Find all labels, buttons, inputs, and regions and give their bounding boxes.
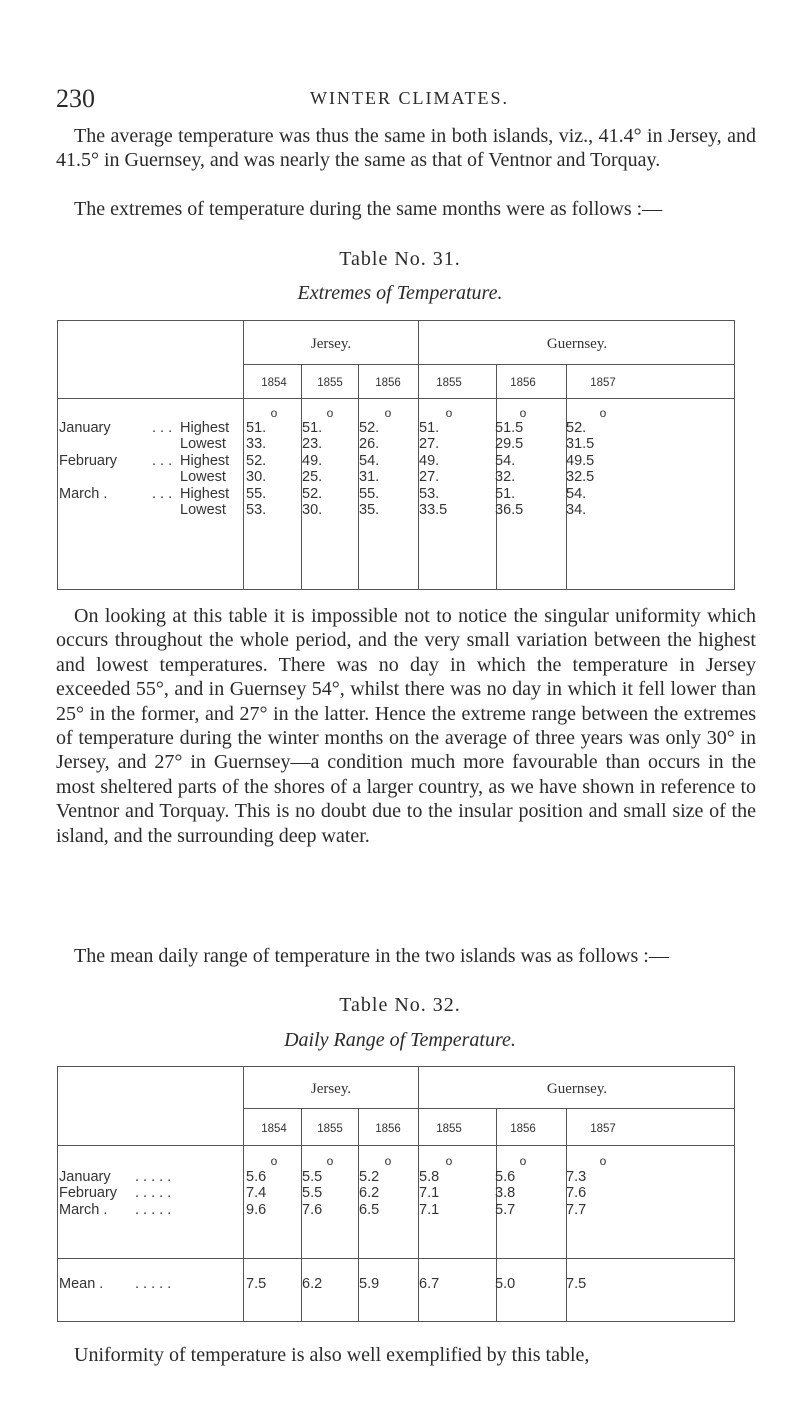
- table-32-cell: 5.5: [302, 1169, 323, 1185]
- table-31-label-column-rule: [243, 320, 244, 590]
- table-32-cell: 5.5: [302, 1185, 323, 1201]
- table-31-year-header: 1856: [510, 377, 536, 389]
- table-32-cell: 7.6: [566, 1185, 587, 1201]
- table-32-degree-mark: o: [384, 1154, 392, 1168]
- table-32-year-header: 1855: [317, 1123, 343, 1135]
- paragraph-daily-range-intro: The mean daily range of temperature in the two islands was as follows :—: [74, 945, 669, 967]
- table-32-cell: 5.8: [419, 1169, 440, 1185]
- table-31-leader-dots: . . .: [152, 486, 173, 502]
- table-31-year-header: 1855: [436, 377, 462, 389]
- table-31-cell: 54.: [495, 453, 516, 469]
- table-31-year-header: 1854: [261, 377, 287, 389]
- table-32-cell: 7.4: [246, 1185, 267, 1201]
- table-31-extreme-type: Lowest: [180, 436, 226, 452]
- table-32-mean-cell: 7.5: [246, 1276, 267, 1292]
- table-31-cell: 54.: [566, 486, 587, 502]
- table-31-year-header: 1857: [590, 377, 616, 389]
- table-31-group-jersey: Jersey.: [310, 336, 352, 352]
- table-31-cell: 55.: [246, 486, 267, 502]
- table-31-cell: 49.: [419, 453, 440, 469]
- table-32-header-rule: [57, 1145, 735, 1146]
- table-31-month-label: February: [59, 453, 118, 469]
- table-31-cell: 32.5: [566, 469, 595, 485]
- page-header: [56, 84, 756, 114]
- table-31-cell: 36.5: [495, 502, 524, 518]
- table-31-degree-mark: o: [384, 406, 392, 420]
- table-32-mean-cell: 5.0: [495, 1276, 516, 1292]
- table-31-cell: 23.: [302, 436, 323, 452]
- table-31-cell: 54.: [359, 453, 380, 469]
- table-32-cell: 5.2: [359, 1169, 380, 1185]
- table-31-cell: 53.: [419, 486, 440, 502]
- table-31-cell: 55.: [359, 486, 380, 502]
- paragraph-uniformity-discussion: On looking at this table it is impossible not to notice the singular uniformity which occurs throughout the whole period, and the very small variation between the highest and lowest temperatures. There was no day in which the temperature in Jersey exceeded 55°, and in Guernsey 54°, whilst there was no day in which it fell lower than 25° in the former, and 27° in the latter. Hence the extreme range between the extremes of temperature during the winter months on the average of three years was only 30° in Jersey, and 27° in Guernsey—a condition much more favourable than occurs in the most sheltered parts of the shores of a larger country, as we have shown in reference to Ventnor and Torquay. This is no doubt due to the insular position and small size of the island, and the surrounding deep water.: [56, 605, 756, 847]
- table-31-cell: 52.: [302, 486, 323, 502]
- table-31-group-guernsey: Guernsey.: [546, 336, 608, 352]
- table-32-year-header: 1854: [261, 1123, 287, 1135]
- table-32-cell: 5.6: [246, 1169, 267, 1185]
- table-31-cell: 34.: [566, 502, 587, 518]
- table-31-cell: 27.: [419, 436, 440, 452]
- table-31-degree-mark: o: [445, 406, 453, 420]
- table-32-cell: 7.6: [302, 1202, 323, 1218]
- table-32-daily-range: [57, 1066, 735, 1322]
- table-31-extreme-type: Highest: [180, 486, 230, 502]
- table-32-cell: 9.6: [246, 1202, 267, 1218]
- table-31-cell: 35.: [359, 502, 380, 518]
- table-32-subtitle: Daily Range of Temperature.: [284, 1029, 516, 1051]
- table-32-leader-dots: . . . . .: [135, 1276, 172, 1292]
- table-31-degree-mark: o: [270, 406, 278, 420]
- table-32-cell: 5.6: [495, 1169, 516, 1185]
- table-31-cell: 49.: [302, 453, 323, 469]
- table-31-caption: Table No. 31.: [339, 248, 461, 270]
- table-31-left-rule: [57, 320, 58, 590]
- table-31-cell: 53.: [246, 502, 267, 518]
- table-32-caption: Table No. 32.: [339, 994, 461, 1016]
- table-31-bottom-rule: [57, 589, 735, 590]
- table-32-mean-label: Mean .: [59, 1276, 104, 1292]
- table-32-mean-cell: 7.5: [566, 1276, 587, 1292]
- table-32-leader-dots: . . . . .: [135, 1169, 172, 1185]
- table-31-right-rule: [734, 320, 735, 590]
- table-31-cell: 32.: [495, 469, 516, 485]
- table-31-leader-dots: . . .: [152, 420, 173, 436]
- paragraph-extremes-intro: The extremes of temperature during the same months were as follows :—: [74, 198, 663, 220]
- table-32-cell: 7.1: [419, 1185, 440, 1201]
- table-32-left-rule: [57, 1066, 58, 1322]
- table-31-cell: 26.: [359, 436, 380, 452]
- table-31-cell: 51.: [302, 420, 323, 436]
- table-31-cell: 33.5: [419, 502, 448, 518]
- table-32-mean-cell: 6.7: [419, 1276, 440, 1292]
- table-31-cell: 27.: [419, 469, 440, 485]
- table-31-cell: 30.: [246, 469, 267, 485]
- table-32-cell: 7.3: [566, 1169, 587, 1185]
- table-31-extreme-type: Lowest: [180, 502, 226, 518]
- table-32-year-header: 1855: [436, 1123, 462, 1135]
- table-31-cell: 52.: [566, 420, 587, 436]
- table-32-group-underline: [243, 1108, 735, 1109]
- paragraph-continuation: Uniformity of temperature is also well exemplified by this table,: [74, 1344, 590, 1366]
- table-32-cell: 3.8: [495, 1185, 516, 1201]
- table-31-cell: 33.: [246, 436, 267, 452]
- table-32-month-label: March .: [59, 1202, 108, 1218]
- table-32-year-header: 1857: [590, 1123, 616, 1135]
- table-31-degree-mark: o: [326, 406, 334, 420]
- table-32-cell: 5.7: [495, 1202, 516, 1218]
- table-32-cell: 7.7: [566, 1202, 587, 1218]
- table-31-cell: 51.: [419, 420, 440, 436]
- running-title: WINTER CLIMATES.: [310, 88, 509, 108]
- table-31-month-label: January: [59, 420, 111, 436]
- table-31-extreme-type: Lowest: [180, 469, 226, 485]
- table-32-year-header: 1856: [510, 1123, 536, 1135]
- table-32-group-guernsey: Guernsey.: [546, 1081, 608, 1097]
- table-31-header-rule: [57, 398, 735, 399]
- table-32-leader-dots: . . . . .: [135, 1185, 172, 1201]
- table-31-degree-mark: o: [519, 406, 527, 420]
- table-32-mean-cell: 6.2: [302, 1276, 323, 1292]
- table-31-cell: 51.: [495, 486, 516, 502]
- table-31-cell: 29.5: [495, 436, 524, 452]
- table-31-cell: 31.: [359, 469, 380, 485]
- table-31-cell: 30.: [302, 502, 323, 518]
- table-32-degree-mark: o: [270, 1154, 278, 1168]
- table-31-degree-mark: o: [599, 406, 607, 420]
- paragraph-average-temperature: The average temperature was thus the same in both islands, viz., 41.4° in Jersey, and 41.5° in Guernsey, and was nearly the same as that of Ventnor and Torquay.: [56, 125, 756, 172]
- table-31-cell: 52.: [246, 453, 267, 469]
- table-31-year-header: 1855: [317, 377, 343, 389]
- table-31-cell: 52.: [359, 420, 380, 436]
- table-32-bottom-rule: [57, 1321, 735, 1322]
- table-32-month-label: February: [59, 1185, 118, 1201]
- table-32-degree-mark: o: [599, 1154, 607, 1168]
- table-32-cell: 7.1: [419, 1202, 440, 1218]
- table-32-mean-cell: 5.9: [359, 1276, 380, 1292]
- table-31-extreme-type: Highest: [180, 420, 230, 436]
- table-31-year-header: 1856: [375, 377, 401, 389]
- page-number: 230: [56, 84, 95, 113]
- table-32-month-label: January: [59, 1169, 111, 1185]
- table-32-degree-mark: o: [326, 1154, 334, 1168]
- table-31-top-rule: [57, 320, 735, 321]
- table-32-cell: 6.2: [359, 1185, 380, 1201]
- table-31-cell: 51.5: [495, 420, 524, 436]
- table-32-mean-rule: [57, 1258, 735, 1259]
- table-32-group-jersey: Jersey.: [310, 1081, 352, 1097]
- table-32-leader-dots: . . . . .: [135, 1202, 172, 1218]
- table-31-extremes: [57, 320, 735, 590]
- table-32-year-header: 1856: [375, 1123, 401, 1135]
- table-31-extreme-type: Highest: [180, 453, 230, 469]
- table-32-degree-mark: o: [519, 1154, 527, 1168]
- table-31-cell: 51.: [246, 420, 267, 436]
- table-31-month-label: March .: [59, 486, 108, 502]
- table-32-label-column-rule: [243, 1066, 244, 1322]
- table-32-right-rule: [734, 1066, 735, 1322]
- table-31-group-underline: [243, 364, 735, 365]
- table-31-cell: 49.5: [566, 453, 595, 469]
- table-31-subtitle: Extremes of Temperature.: [297, 282, 503, 304]
- table-31-leader-dots: . . .: [152, 453, 173, 469]
- table-32-top-rule: [57, 1066, 735, 1067]
- table-32-cell: 6.5: [359, 1202, 380, 1218]
- table-31-cell: 31.5: [566, 436, 595, 452]
- table-32-degree-mark: o: [445, 1154, 453, 1168]
- table-31-cell: 25.: [302, 469, 323, 485]
